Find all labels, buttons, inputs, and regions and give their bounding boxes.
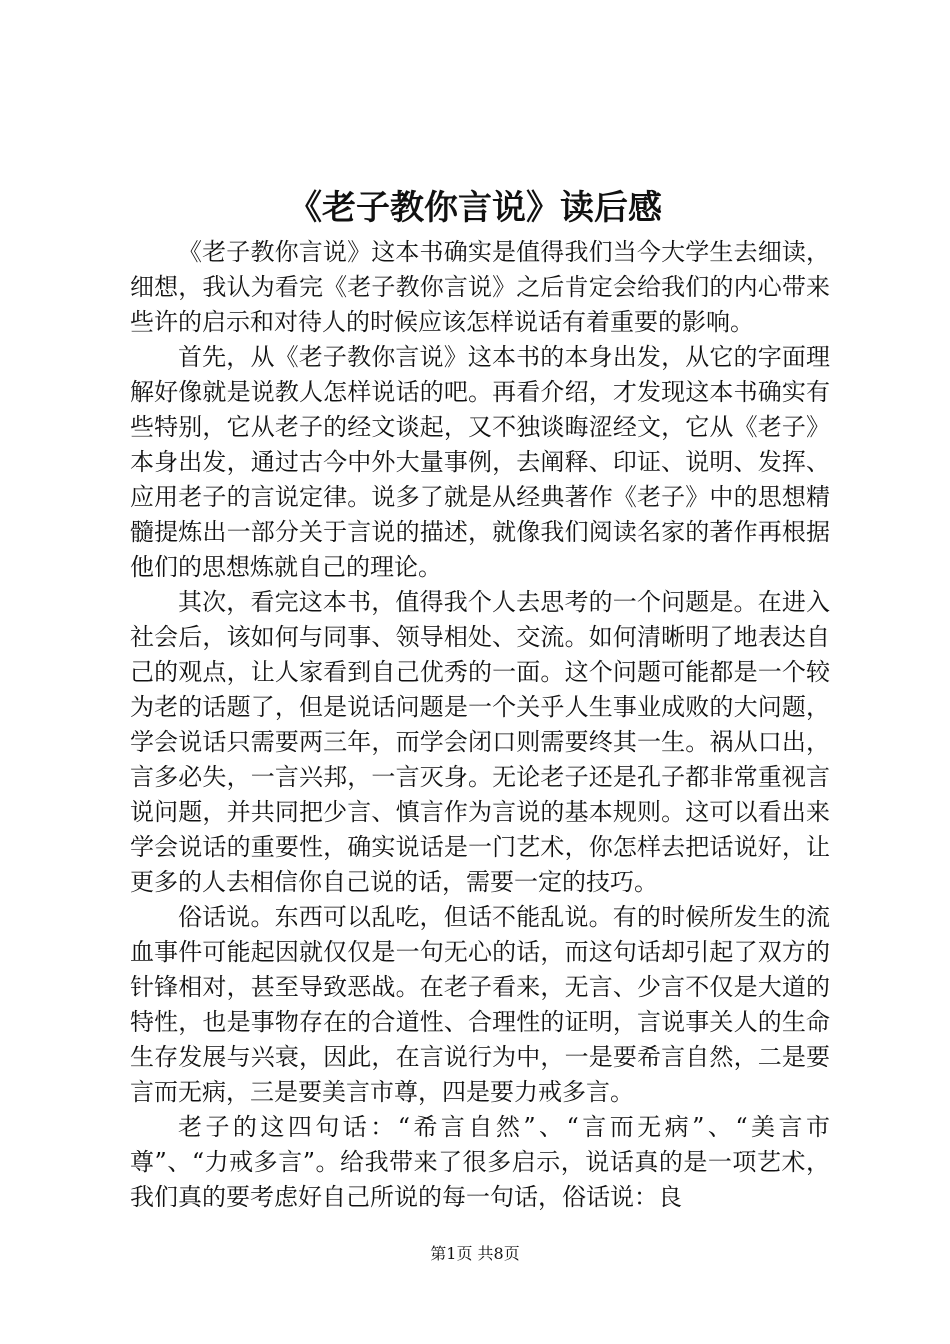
page-footer: 第1页 共8页 (430, 1244, 520, 1263)
paragraph-4: 俗话说。东西可以乱吃，但话不能乱说。有的时候所发生的流血事件可能起因就仅仅是一句无心的话，而这句话却引起了双方的针锋相对，甚至导致恶战。在老子看来，无言、少言不仅是大道的特性，也是事物存在的合道性、合理性的证明，言说事关人的生命生存发展与兴衰，因此，在言说行为中，一是要希言自然，二是要言而无病，三是要美言市尊，四是要力戒多言。 (130, 903, 830, 1106)
paragraph-5: 老子的这四句话：“希言自然”、“言而无病”、“美言市尊”、“力戒多言”。给我带来了很多启示，说话真的是一项艺术，我们真的要考虑好自己所说的每一句话，俗话说：良 (130, 1113, 830, 1211)
paragraph-2: 首先，从《老子教你言说》这本书的本身出发，从它的字面理解好像就是说教人怎样说话的吧。再看介绍，才发现这本书确实有些特别，它从老子的经文谈起，又不独谈晦涩经文，它从《老子》本身出发，通过古今中外大量事例，去阐释、印证、说明、发挥、应用老子的言说定律。说多了就是从经典著作《老子》中的思想精髓提炼出一部分关于言说的描述，就像我们阅读名家的著作再根据他们的思想炼就自己的理论。 (130, 343, 830, 581)
paragraph-3: 其次，看完这本书，值得我个人去思考的一个问题是。在进入社会后，该如何与同事、领导相处、交流。如何清晰明了地表达自己的观点，让人家看到自己优秀的一面。这个问题可能都是一个较为老的话题了，但是说话问题是一个关乎人生事业成败的大问题，学会说话只需要两三年，而学会闭口则需要终其一生。祸从口出，言多必失，一言兴邦，一言灭身。无论老子还是孔子都非常重视言说问题，并共同把少言、慎言作为言说的基本规则。这可以看出来学会说话的重要性，确实说话是一门艺术，你怎样去把话说好，让更多的人去相信你自己说的话，需要一定的技巧。 (130, 588, 830, 896)
document-title: 《老子教你言说》读后感 (288, 188, 662, 228)
document-body (130, 235, 830, 1215)
paragraph-1: 《老子教你言说》这本书确实是值得我们当今大学生去细读，细想，我认为看完《老子教你言说》之后肯定会给我们的内心带来些许的启示和对待人的时候应该怎样说话有着重要的影响。 (130, 238, 830, 336)
